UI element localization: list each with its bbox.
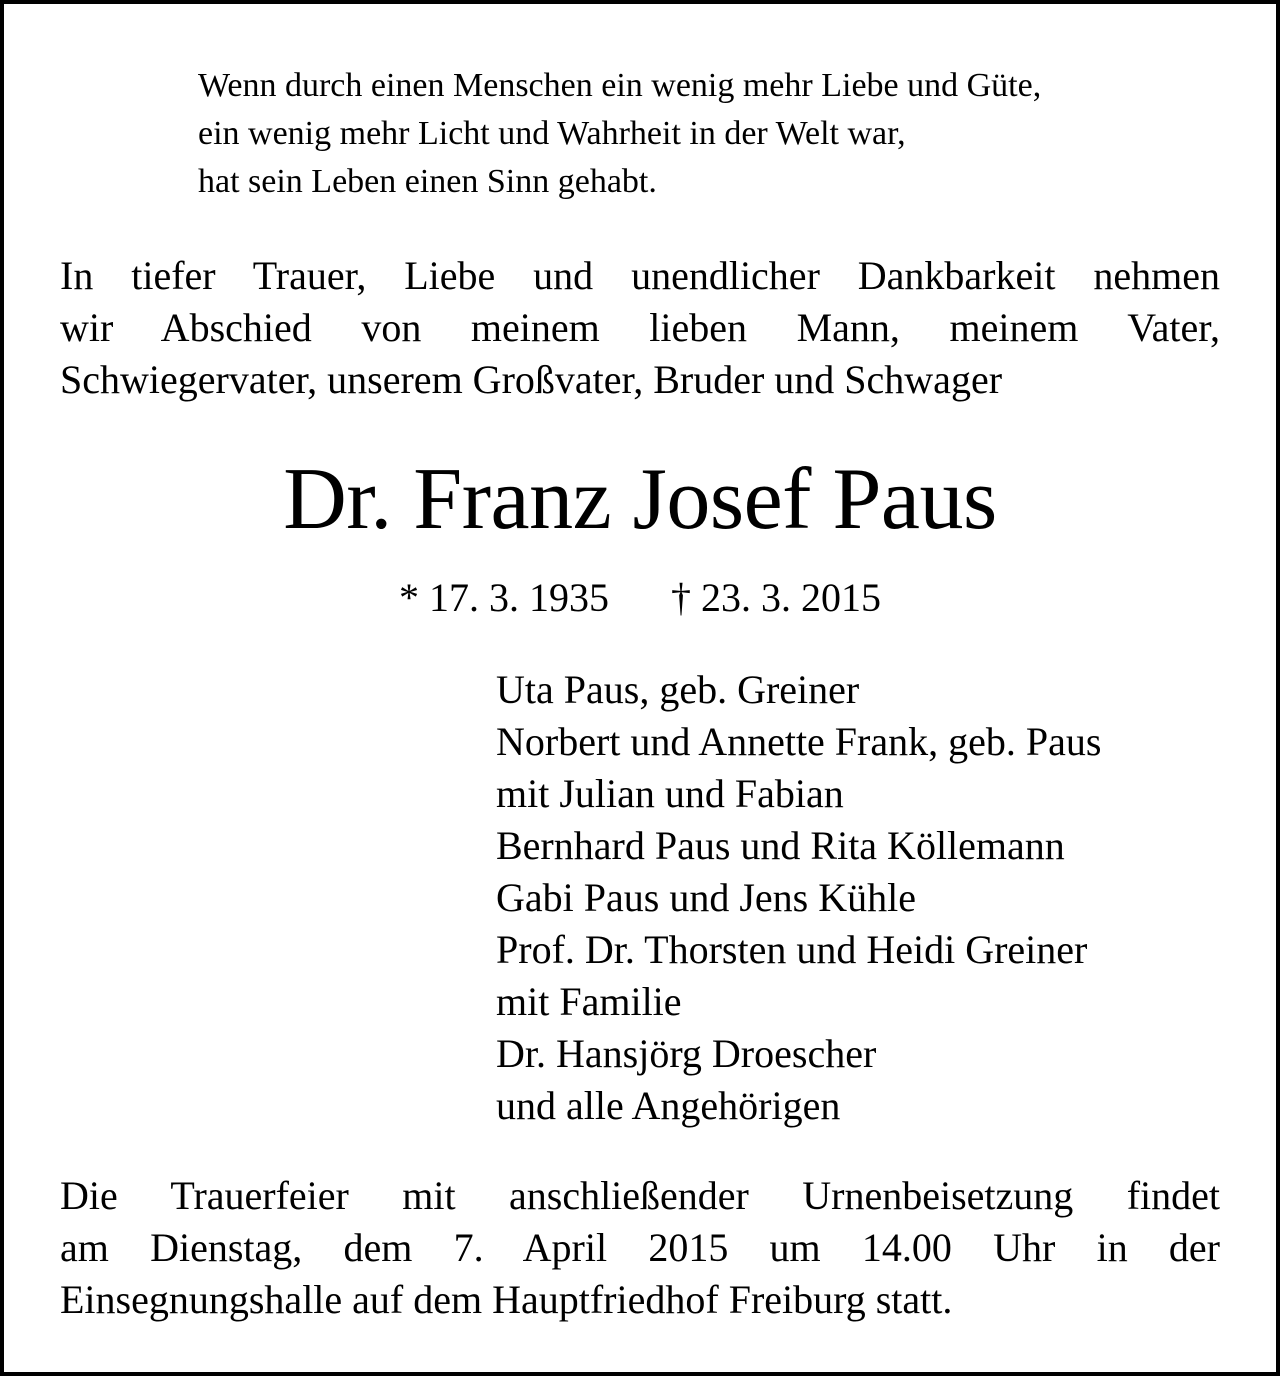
mourner-line: Gabi Paus und Jens Kühle: [496, 875, 916, 920]
mourner-line: Dr. Hansjörg Droescher: [496, 1031, 877, 1076]
motto-quote: [198, 62, 1238, 206]
ceremony-line: am Dienstag, dem 7. April 2015 um 14.00 Uhr in der: [60, 1225, 1220, 1270]
birth-date: * 17. 3. 1935: [399, 575, 609, 620]
mourner-line: mit Julian und Fabian: [496, 771, 844, 816]
intro-line: In tiefer Trauer, Liebe und unendlicher Dankbarkeit nehmen: [60, 253, 1220, 298]
motto-line: Wenn durch einen Menschen ein wenig mehr Liebe und Güte,: [198, 67, 1042, 104]
mourner-line: Norbert und Annette Frank, geb. Paus: [496, 719, 1102, 764]
deceased-name: Dr. Franz Josef Paus: [283, 451, 997, 548]
mourner-line: mit Familie: [496, 979, 682, 1024]
intro-line: Schwiegervater, unserem Großvater, Bruder und Schwager: [60, 357, 1003, 402]
mourner-line: Bernhard Paus und Rita Köllemann: [496, 823, 1065, 868]
ceremony-notice: [60, 1170, 1220, 1326]
motto-line: ein wenig mehr Licht und Wahrheit in der Welt war,: [198, 115, 906, 152]
mourners-list: [496, 664, 1236, 1132]
intro-line: wir Abschied von meinem lieben Mann, meinem Vater,: [60, 305, 1220, 350]
motto-line: hat sein Leben einen Sinn gehabt.: [198, 163, 657, 200]
intro-paragraph: [60, 250, 1220, 406]
ceremony-line: Die Trauerfeier mit anschließender Urnenbeisetzung findet: [60, 1173, 1220, 1218]
mourner-line: Uta Paus, geb. Greiner: [496, 667, 860, 712]
ceremony-line: Einsegnungshalle auf dem Hauptfriedhof Freiburg statt.: [60, 1277, 953, 1322]
death-date: † 23. 3. 2015: [671, 575, 881, 620]
mourner-line: und alle Angehörigen: [496, 1083, 841, 1128]
mourner-line: Prof. Dr. Thorsten und Heidi Greiner: [496, 927, 1088, 972]
life-dates: [0, 570, 1280, 626]
